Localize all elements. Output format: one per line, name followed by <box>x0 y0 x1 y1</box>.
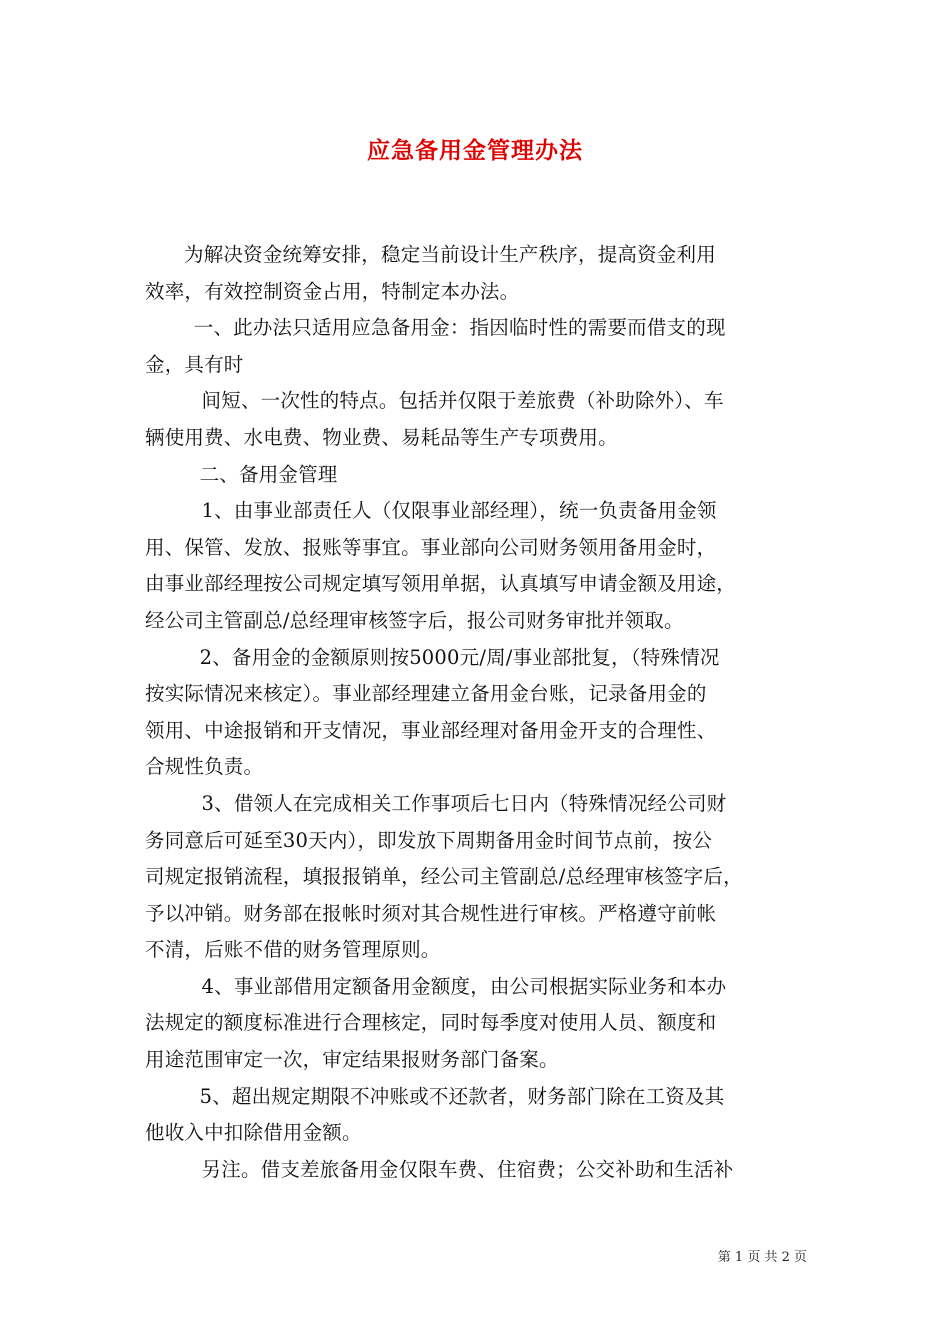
paragraph-line: 金，具有时 <box>145 352 244 376</box>
paragraph-line: 由事业部经理按公司规定填写领用单据，认真填写申请金额及用途， <box>145 572 737 596</box>
paragraph-line: 用、保管、发放、报账等事宜。事业部向公司财务领用备用金时， <box>145 535 717 559</box>
paragraph-line: 用途范围审定一次，审定结果报财务部门备案。 <box>145 1048 559 1072</box>
paragraph-line: 按实际情况来核定）。事业部经理建立备用金台账，记录备用金的 <box>145 682 707 706</box>
paragraph-line: 经公司主管副总/总经理审核签字后，报公司财务审批并领取。 <box>145 608 684 632</box>
paragraph-line: 予以冲销。财务部在报帐时须对其合规性进行审核。严格遵守前帐 <box>145 901 717 925</box>
page-number: 第 1 页 共 2 页 <box>717 1250 807 1265</box>
paragraph-line: 辆使用费、水电费、物业费、易耗品等生产专项费用。 <box>145 425 618 449</box>
document-body <box>145 237 810 1188</box>
paragraph-line: 5、超出规定期限不冲账或不还款者，财务部门除在工资及其 <box>199 1084 725 1108</box>
paragraph-line: 为解决资金统筹安排，稳定当前设计生产秩序，提高资金利用 <box>184 243 716 266</box>
document-title: 应急备用金管理办法 <box>367 138 583 164</box>
paragraph-line: 二、备用金管理 <box>199 462 338 486</box>
paragraph-line: 3、借领人在完成相关工作事项后七日内（特殊情况经公司财 <box>201 791 727 815</box>
paragraph-line: 另注。借支差旅备用金仅限车费、住宿费；公交补助和生活补 <box>201 1157 734 1181</box>
paragraph-line: 不清，后账不借的财务管理原则。 <box>145 938 441 962</box>
paragraph-line: 效率，有效控制资金占用，特制定本办法。 <box>145 279 520 303</box>
paragraph-line: 合规性负责。 <box>145 755 264 779</box>
paragraph-line: 司规定报销流程，填报报销单，经公司主管副总/总经理审核签字后， <box>145 865 743 889</box>
paragraph-line: 他收入中扣除借用金额。 <box>145 1121 362 1145</box>
paragraph-line: 1、由事业部责任人（仅限事业部经理），统一负责备用金领 <box>201 499 717 523</box>
paragraph-line: 一、此办法只适用应急备用金：指因临时性的需要而借支的现 <box>193 316 726 340</box>
paragraph-line: 法规定的额度标准进行合理核定，同时每季度对使用人员、额度和 <box>145 1011 717 1035</box>
paragraph-line: 2、备用金的金额原则按5000元/周/事业部批复，（特殊情况 <box>199 645 720 669</box>
paragraph-line: 务同意后可延至30天内），即发放下周期备用金时间节点前，按公 <box>145 828 713 852</box>
paragraph-line: 间短、一次性的特点。包括并仅限于差旅费（补助除外）、车 <box>201 389 724 413</box>
paragraph-line: 领用、中途报销和开支情况，事业部经理对备用金开支的合理性、 <box>145 718 717 742</box>
paragraph-line: 4、事业部借用定额备用金额度，由公司根据实际业务和本办 <box>201 974 727 998</box>
